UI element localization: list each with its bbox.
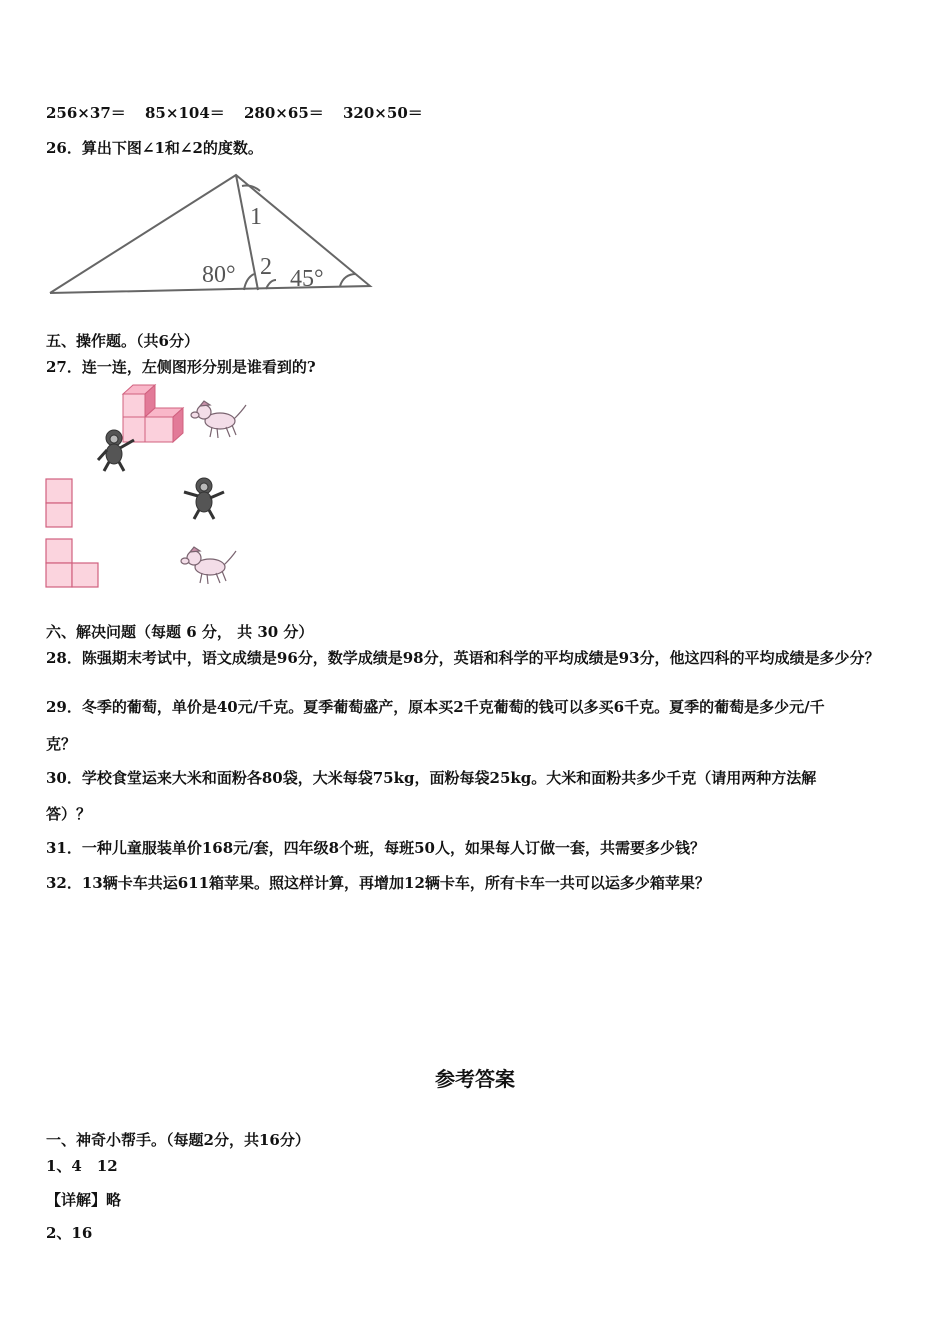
answer-title: 参考答案 — [435, 1067, 515, 1091]
angle-80-label: 80° — [202, 262, 236, 288]
question-30-line2: 答）？ — [46, 805, 92, 823]
calc-item: 280×65＝ — [244, 104, 324, 122]
calc-line — [46, 102, 437, 123]
monkey-icon — [180, 474, 228, 522]
dog-icon — [180, 543, 240, 587]
answer-1: 1、4 12 — [46, 1157, 118, 1175]
question-31: 31．一种儿童服装单价168元/套，四年级8个班，每班50人，如果每人订做一套，共需要多少钱？ — [46, 839, 705, 857]
dog-icon — [190, 397, 250, 441]
answer-1-detail: 【详解】略 — [46, 1191, 122, 1209]
answer-section-1: 一、神奇小帮手。（每题2分，共16分） — [46, 1131, 310, 1149]
triangle-figure — [44, 170, 376, 300]
section-6-heading: 六、解决问题（每题 6 分， 共 30 分） — [46, 623, 314, 641]
question-28: 28．陈强期末考试中，语文成绩是96分，数学成绩是98分，英语和科学的平均成绩是93分，他这四科的平均成绩是多少分？ — [46, 649, 880, 667]
angle-1-label: 1 — [250, 204, 262, 230]
calc-item: 85×104＝ — [145, 104, 225, 122]
section-5-heading: 五、操作题。（共6分） — [46, 332, 199, 350]
answer-2: 2、16 — [46, 1224, 93, 1242]
calc-item: 256×37＝ — [46, 104, 126, 122]
angle-45-label: 45° — [290, 266, 324, 292]
monkey-icon — [92, 426, 140, 474]
front-view-shape — [45, 478, 75, 530]
angle-2-label: 2 — [260, 254, 272, 280]
question-30-line1: 30．学校食堂运来大米和面粉各80袋，大米每袋75kg，面粉每袋25kg。大米和面粉共多少千克（请用两种方法解 — [46, 769, 817, 787]
side-view-shape — [45, 538, 101, 590]
question-32: 32．13辆卡车共运611箱苹果。照这样计算，再增加12辆卡车，所有卡车一共可以运多少箱苹果？ — [46, 874, 710, 892]
question-26: 26．算出下图∠1和∠2的度数。 — [46, 139, 263, 157]
calc-item: 320×50＝ — [343, 104, 423, 122]
question-27: 27．连一连，左侧图形分别是谁看到的? — [46, 358, 316, 376]
question-29-line2: 克？ — [46, 735, 77, 753]
question-29-line1: 29．冬季的葡萄，单价是40元/千克。夏季葡萄盛产，原本买2千克葡萄的钱可以多买6千克。夏季的葡萄是多少元/千 — [46, 698, 825, 716]
